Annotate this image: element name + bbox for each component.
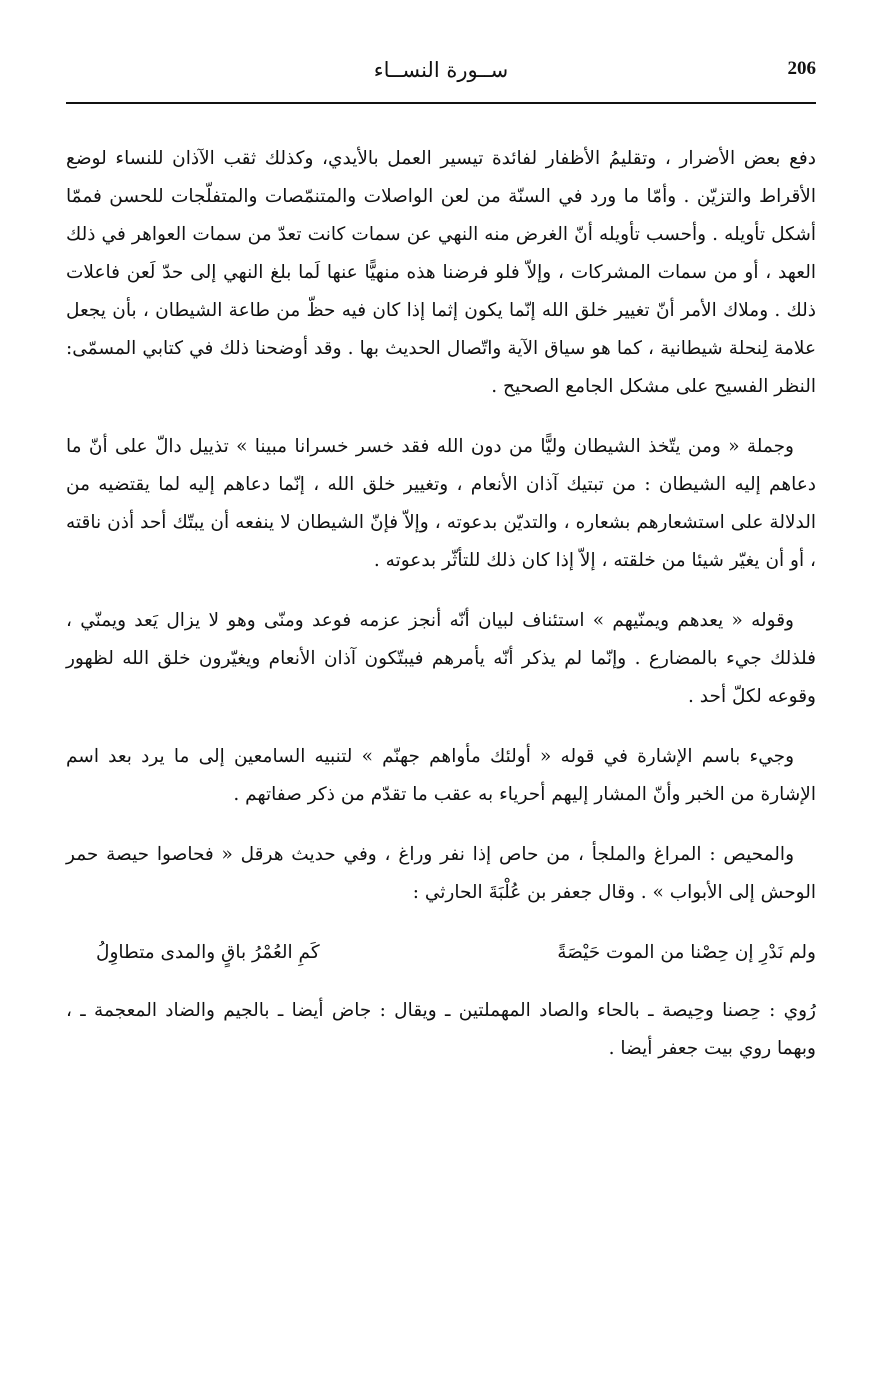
paragraph: وجيء باسم الإشارة في قوله « أولئك مأواهم جهنّم » لتنبيه السامعين إلى ما يرد بعد اسم الإشارة من الخبر وأنّ المشار إليهم أحرياء به عقب ما تقدّم من ذكر صفاتهم . — [66, 746, 816, 805]
poetry-verse — [66, 934, 816, 972]
paragraph: والمحيص : المراغ والملجأ ، من حاص إذا نفر وراغ ، وفي حديث هرقل « فحاصوا حيصة حمر الوحش إلى الأبواب » . وقال جعفر بن عُلْبَةَ الحارثي : — [66, 844, 816, 903]
paragraph: رُوي : حِصنا وحِيصة ـ بالحاء والصاد المهملتين ـ ويقال : جاض أيضا ـ بالجيم والضاد المعجمة ـ ، وبهما روي بيت جعفر أيضا . — [66, 1000, 816, 1059]
body-text — [66, 140, 816, 1068]
verse-second-hemistich: كَمِ العُمْرُ باقٍ والمدى متطاوِلُ — [96, 942, 320, 963]
paragraph: وقوله « يعدهم ويمنّيهم » استئناف لبيان أنّه أنجز عزمه فوعد ومنّى وهو لا يزال يَعد ويمنّي ، فلذلك جيء بالمضارع . وإنّما لم يذكر أنّه يأمرهم فيبتّكون آذان الأنعام ويغيّرون خلق الله لظهور وقوعه لكلّ أحد . — [66, 610, 816, 707]
paragraph: دفع بعض الأضرار ، وتقليمُ الأظفار لفائدة تيسير العمل بالأيدي، وكذلك ثقب الآذان للنساء لوضع الأقراط والتزيّن . وأمّا ما ورد في السنّة من لعن الواصلات والمتنمّصات والمتفلّجات للحسن فممّا أشكل تأويله . وأحسب تأويله أنّ الغرض منه النهي عن سمات كانت تعدّ من سمات العواهر في ذلك العهد ، أو من سمات المشركات ، وإلاّ فلو فرضنا هذه منهيًّا عنها لَما بلغ النهي إلى حدّ لَعن فاعلات ذلك . وملاك الأمر أنّ تغيير خلق الله إنّما يكون إثما إذا كان فيه حظّ من طاعة الشيطان ، بأن يجعل علامة لِنحلة شيطانية ، كما هو سياق الآية واتّصال الحديث بها . وقد أوضحنا ذلك في كتابي المسمّى: النظر الفسيح على مشكل الجامع الصحيح . — [66, 148, 816, 397]
surah-title: ســورة النســاء — [373, 58, 509, 82]
verse-first-hemistich: ولم نَدْرِ إن حِصْنا من الموت حَيْصَةً — [557, 942, 816, 963]
paragraph: وجملة « ومن يتّخذ الشيطان وليًّا من دون الله فقد خسر خسرانا مبينا » تذييل دالّ على أنّ ما دعاهم إليه الشيطان : من تبتيك آذان الأنعام ، وتغيير خلق الله ، إنّما دعاهم إليه لما يقتضيه من الدلالة على استشعارهم بشعاره ، والتديّن بدعوته ، وإلاّ فإنّ الشيطان لا ينفعه أن يبتّك أحد أذن ناقته ، أو أن يغيّر شيئا من خلقته ، إلاّ إذا كان ذلك للتأثّر بدعوته . — [66, 436, 816, 571]
page-number: 206 — [787, 58, 816, 79]
page-header — [66, 58, 816, 104]
